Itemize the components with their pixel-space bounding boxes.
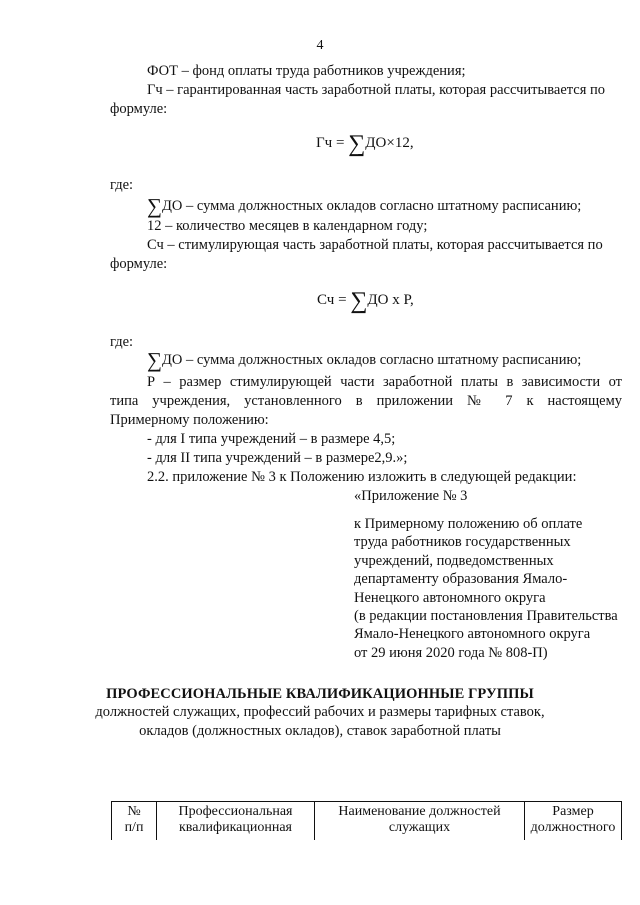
header-qualification-line-2: квалификационная <box>178 820 293 835</box>
header-position-names <box>315 802 525 840</box>
sum-symbol: ∑ <box>348 131 366 157</box>
section-subtitle-1: должностей служащих, профессий рабочих и размеры тарифных ставок, <box>95 704 545 720</box>
attachment-line: (в редакции постановления Правительства <box>354 608 618 625</box>
type-1-value: - для I типа учреждений – в размере 4,5; <box>147 431 396 447</box>
sum-do-text-2: ДО – сумма должностных окладов согласно штатному расписанию; <box>161 352 582 368</box>
section-title: ПРОФЕССИОНАЛЬНЫЕ КВАЛИФИКАЦИОННЫЕ ГРУППЫ <box>106 686 534 702</box>
sum-symbol: ∑ <box>147 194 162 218</box>
attachment-line: к Примерному положению об оплате <box>354 516 583 532</box>
months-definition: 12 – количество месяцев в календарном году; <box>147 218 428 234</box>
attachment-line: труда работников государственных <box>354 534 571 551</box>
p-definition-line-1: Р – размер стимулирующей части заработной платы в зависимости от <box>147 374 622 390</box>
header-number-line-1: № <box>127 804 141 819</box>
p-definition-line-2: типа учреждения, установленного в приложении № 7 к настоящему <box>110 393 622 409</box>
formula-label-1: формуле: <box>110 101 168 117</box>
where-label-1: где: <box>110 177 134 193</box>
attachment-line: Ямало-Ненецкого автономного округа <box>354 626 591 643</box>
section-subtitle-2: окладов (должностных окладов), ставок заработной платы <box>139 723 501 739</box>
item-2-2: 2.2. приложение № 3 к Положению изложить в следующей редакции: <box>147 469 577 485</box>
attachment-line: Ненецкого автономного округа <box>354 589 546 606</box>
sum-symbol: ∑ <box>350 288 368 314</box>
attachment-line: учреждений, подведомственных <box>354 552 554 569</box>
p-definition-line-3: Примерному положению: <box>110 412 269 428</box>
formula-label-2: формуле: <box>110 256 168 272</box>
qualification-table <box>111 801 622 840</box>
header-number <box>112 802 157 840</box>
formula-sch-left: Сч = <box>317 292 351 308</box>
gch-definition: Гч – гарантированная часть заработной платы, которая рассчитывается по <box>147 82 606 98</box>
attachment-line: департаменту образования Ямало- <box>354 571 568 588</box>
formula-gch-right: ДО×12, <box>365 135 414 151</box>
attachment-heading: «Приложение № 3 <box>354 488 468 504</box>
table-header-row <box>112 802 622 840</box>
sch-definition: Сч – стимулирующая часть заработной платы, которая рассчитывается по <box>147 237 603 253</box>
formula-gch-left: Гч = <box>316 135 349 151</box>
where-label-2: где: <box>110 334 134 350</box>
header-qualification-group <box>157 802 315 840</box>
page-number: 4 <box>316 38 324 53</box>
type-2-value: - для II типа учреждений – в размере2,9.»; <box>147 450 408 466</box>
header-position-line-1: Наименование должностей <box>338 804 501 819</box>
fot-definition: ФОТ – фонд оплаты труда работников учреждения; <box>147 63 466 79</box>
header-salary-size <box>525 802 622 840</box>
header-qualification-line-1: Профессиональная <box>178 804 293 819</box>
sum-symbol: ∑ <box>147 348 162 372</box>
attachment-block <box>354 515 634 662</box>
sum-do-definition-1 <box>147 194 582 218</box>
header-salary-line-2: должностного <box>530 820 616 835</box>
attachment-line: от 29 июня 2020 года № 808-П) <box>354 644 548 661</box>
formula-gch <box>316 131 414 157</box>
formula-sch <box>317 288 414 314</box>
header-number-line-2: п/п <box>124 820 144 835</box>
formula-sch-right: ДО х Р, <box>367 292 414 308</box>
header-position-line-2: служащих <box>388 820 451 835</box>
header-salary-line-1: Размер <box>552 804 594 819</box>
sum-do-text-1: ДО – сумма должностных окладов согласно штатному расписанию; <box>161 198 582 214</box>
sum-do-definition-2 <box>147 348 582 372</box>
